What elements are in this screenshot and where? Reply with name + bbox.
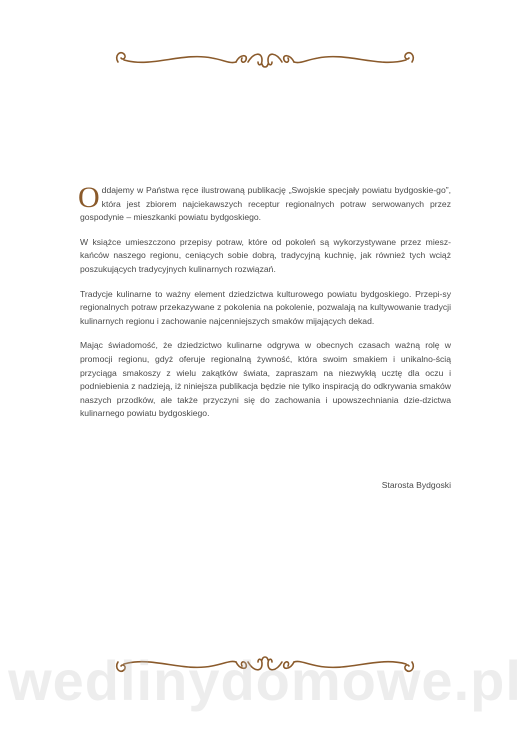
document-body [78,181,451,432]
intro-text: ddajemy w Państwa ręce ilustrowaną publikację „Swojskie specjały powiatu bydgoskie-go”, która jest zbiorem najciekawszych receptur regionalnych potraw serwowanych przez gospodynie – mieszkanki powiatu bydgoskiego. [80,185,451,223]
paragraph-2: Tradycje kulinarne to ważny element dziedzictwa kulturowego powiatu bydgoskiego. Przepi-sy regionalnych potraw przekazywane z pokolenia na pokolenie, pozwalają na kultywowanie tradycji kulinarnych regionu i zachowanie najcenniejszych smaków mijających dekad. [80,288,451,326]
drop-cap: O [78,181,100,214]
bottom-flourish-icon [112,650,418,682]
signature: Starosta Bydgoski [381,480,451,490]
paragraph-3: Mając świadomość, że dziedzictwo kulinarne odgrywa w obecnych czasach ważną rolę w promocji regionu, gdyż oferuje regionalną żywność, która swoim smakiem i unikalno-ścią przyciąga smakoszy z wielu zakątków świata, zapraszam na niezwykłą ucztę dla oczu i podniebienia z nadzieją, iż niniejsza publikacja będzie nie tylko inspiracją do odkrywania smaków naszych przodków, ale także przyczyni się do zachowania i upowszechniania dzie-dzictwa kulinarnego powiatu bydgoskiego. [80,340,451,419]
paragraph-1: W książce umieszczono przepisy potraw, które od pokoleń są wykorzystywane przez miesz-kańców naszego regionu, ceniących sobie dobrą, tradycyjną kuchnię, jak również tych wciąż poszukujących tradycyjnych kulinarnych rozwiązań. [80,236,451,274]
intro-paragraph [78,181,451,225]
top-flourish-icon [112,42,418,74]
watermark: wedlinydomowe.pl [8,649,522,712]
